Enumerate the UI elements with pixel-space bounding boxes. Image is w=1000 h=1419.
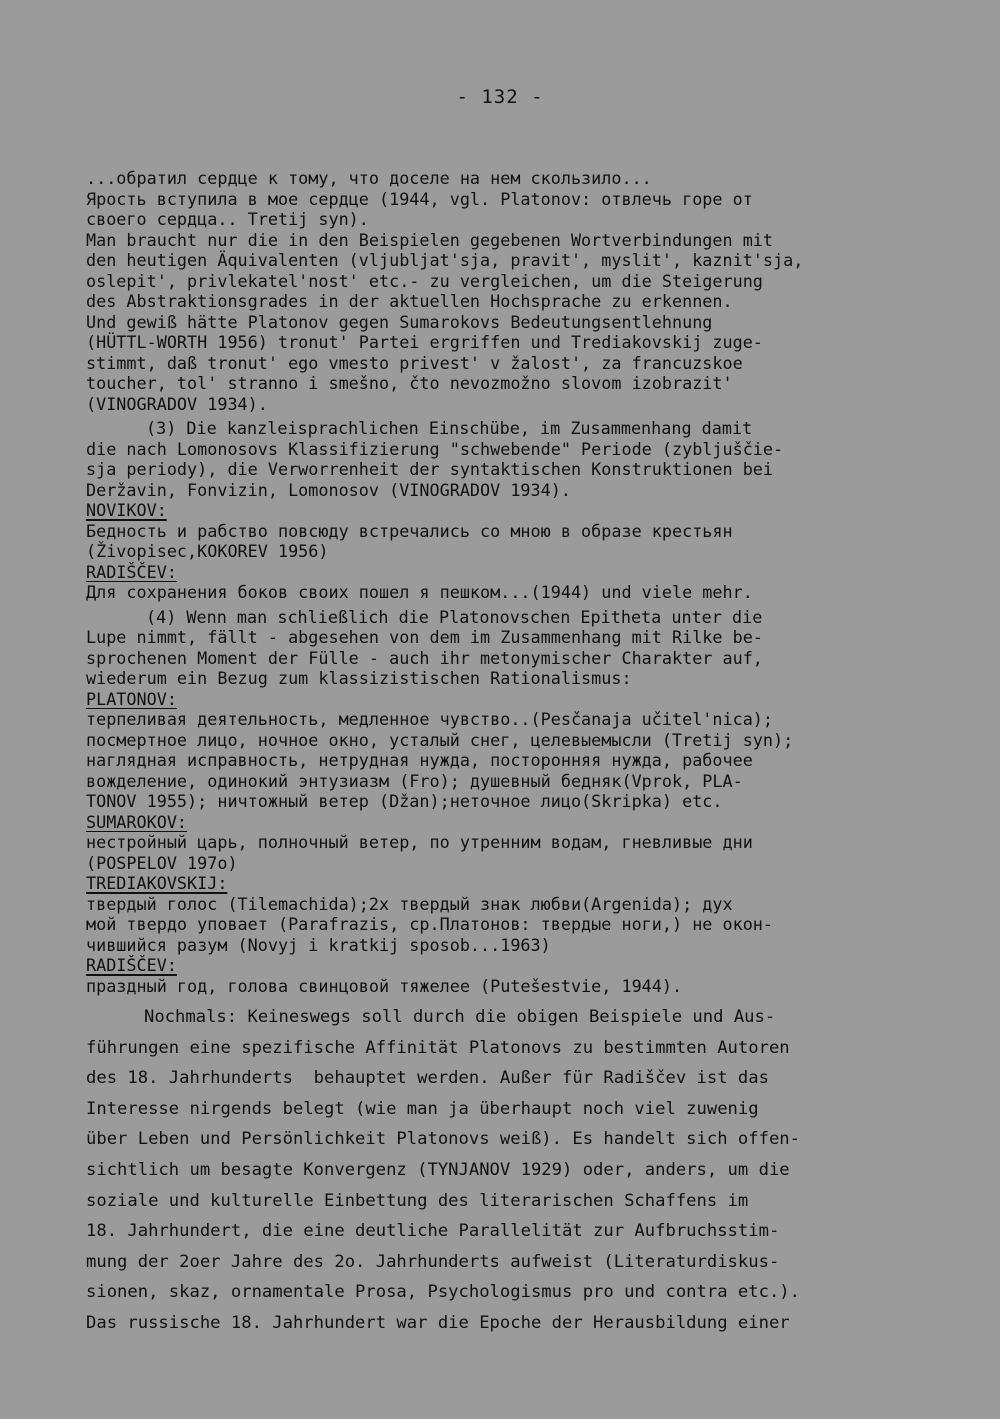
text-line: (3) Die kanzleisprachlichen Einschübe, im Zusammenhang damit — [146, 418, 753, 438]
text-line: наглядная исправность, нетрудная нужда, посторонняя нужда, рабочее — [86, 750, 753, 770]
text-line: Для сохранения боков своих пошел я пешком...(1944) und viele mehr. — [86, 582, 753, 602]
text-line: des 18. Jahrhunderts behauptet werden. Außer für Radiščev ist das — [86, 1068, 769, 1089]
text-line: TONOV 1955); ничтожный ветер (Džan);неточное лицо(Skripka) etc. — [86, 791, 723, 811]
text-line: Interesse nirgends belegt (wie man ja überhaupt noch viel zuwenig — [86, 1098, 759, 1119]
text-line: (VINOGRADOV 1934). — [86, 393, 268, 414]
text-line: посмертное лицо, ночное окно, усталый снег, целевыемысли (Tretij syn); — [86, 729, 794, 750]
text-line: Ярость вступила в мое сердце (1944, vgl. Platonov: отвлечь горе от — [86, 188, 753, 209]
text-line: Бедность и рабство повсюду встречались со мною в образе крестьян — [86, 520, 733, 541]
text-line: führungen eine spezifische Affinität Platonovs zu bestimmten Autoren — [86, 1037, 790, 1058]
text-line: Und gewiß hätte Platonov gegen Sumarokovs Bedeutungsentlehnung — [86, 311, 713, 332]
text-line: нестройный царь, полночный ветер, по утренним водам, гневливые дни — [86, 832, 753, 852]
text-line: (Živopisec,KOKOREV 1956) — [86, 541, 329, 561]
text-line: (HÜTTL-WORTH 1956) tronut' Partei ergriffen und Trediakovskij zuge- — [86, 332, 763, 352]
author-heading: NOVIKOV: — [86, 500, 167, 520]
text-line: мой твердо уповает (Parafrazis, ср.Платонов: твердые ноги,) не окон- — [86, 914, 774, 934]
text-line: sja periody), die Verworrenheit der syntaktischen Konstruktionen bei — [86, 459, 774, 479]
text-line: Das russische 18. Jahrhundert war die Epoche der Herausbildung einer — [86, 1312, 790, 1333]
text-line: die nach Lomonosovs Klassifizierung "schwebende" Periode (zybljuščie- — [86, 438, 784, 459]
author-heading: PLATONOV: — [86, 688, 177, 709]
closing-paragraph — [86, 1002, 926, 1339]
body-text — [86, 168, 916, 996]
text-line: вожделение, одинокий энтузиазм (Fro); душевный бедняк(Vprok, PLA- — [86, 770, 743, 791]
text-line: sionen, skaz, ornamentale Prosa, Psychologismus pro und contra etc.). — [86, 1282, 800, 1303]
text-line: ...обратил сердце к тому, что доселе на нем скользило... — [86, 168, 652, 188]
text-line: oslepit', privlekatel'nost' etc.- zu vergleichen, um die Steigerung — [86, 270, 763, 291]
page-number: - 132 - — [456, 86, 544, 108]
text-line: праздный год, голова свинцовой тяжелее (Putešestvie, 1944). — [86, 975, 683, 996]
text-line: soziale und kulturelle Einbettung des literarischen Schaffens im — [86, 1190, 749, 1211]
text-line: (POSPELOV 197o) — [86, 852, 238, 873]
author-heading: SUMAROKOV: — [86, 811, 188, 832]
text-line: stimmt, daß tronut' ego vmesto privest' v žalost', za francuzskoe — [86, 352, 743, 373]
text-line: Deržavin, Fonvizin, Lomonosov (VINOGRADOV 1934). — [86, 479, 571, 500]
text-line: sprochenen Moment der Fülle - auch ihr metonymischer Charakter auf, — [86, 647, 763, 668]
text-line: терпеливая деятельность, медленное чувство..(Pesčanaja učitel'nica); — [86, 709, 774, 729]
text-line: Man braucht nur die in den Beispielen gegebenen Wortverbindungen mit — [86, 229, 774, 250]
text-line: den heutigen Äquivalenten (vljubljat'sja, pravit', myslit', kaznit'sja, — [86, 250, 804, 270]
author-heading: RADIŠČEV: — [86, 955, 177, 975]
text-line: wiederum ein Bezug zum klassizistischen Rationalismus: — [86, 668, 632, 688]
text-line: (4) Wenn man schließlich die Platonovschen Epitheta unter die — [146, 606, 763, 627]
text-line: своего сердца.. Tretij syn). — [86, 209, 369, 229]
text-line: mung der 2oer Jahre des 2o. Jahrhunderts aufweist (Literaturdiskus- — [86, 1251, 780, 1272]
text-line: твердый голос (Tilemachida);2x твердый знак любви(Argenida); дух — [86, 893, 733, 914]
text-line: 18. Jahrhundert, die eine deutliche Parallelität zur Aufbruchsstim- — [86, 1221, 780, 1242]
text-line: Nochmals: Keineswegs soll durch die obigen Beispiele und Aus- — [144, 1007, 776, 1027]
text-line: über Leben und Persönlichkeit Platonovs weiß). Es handelt sich offen- — [86, 1129, 800, 1150]
text-line: des Abstraktionsgrades in der aktuellen Hochsprache zu erkennen. — [86, 291, 733, 311]
author-heading: TREDIAKOVSKIJ: — [86, 873, 228, 893]
author-heading: RADIŠČEV: — [86, 561, 177, 582]
text-line: sichtlich um besagte Konvergenz (TYNJANOV 1929) oder, anders, um die — [86, 1159, 790, 1180]
text-line: чившийся разум (Novyj i kratkij sposob...1963) — [86, 934, 551, 955]
text-line: Lupe nimmt, fällt - abgesehen von dem im Zusammenhang mit Rilke be- — [86, 627, 763, 647]
text-line: toucher, tol' stranno i smešno, čto nevozmožno slovom izobrazit' — [86, 373, 733, 393]
